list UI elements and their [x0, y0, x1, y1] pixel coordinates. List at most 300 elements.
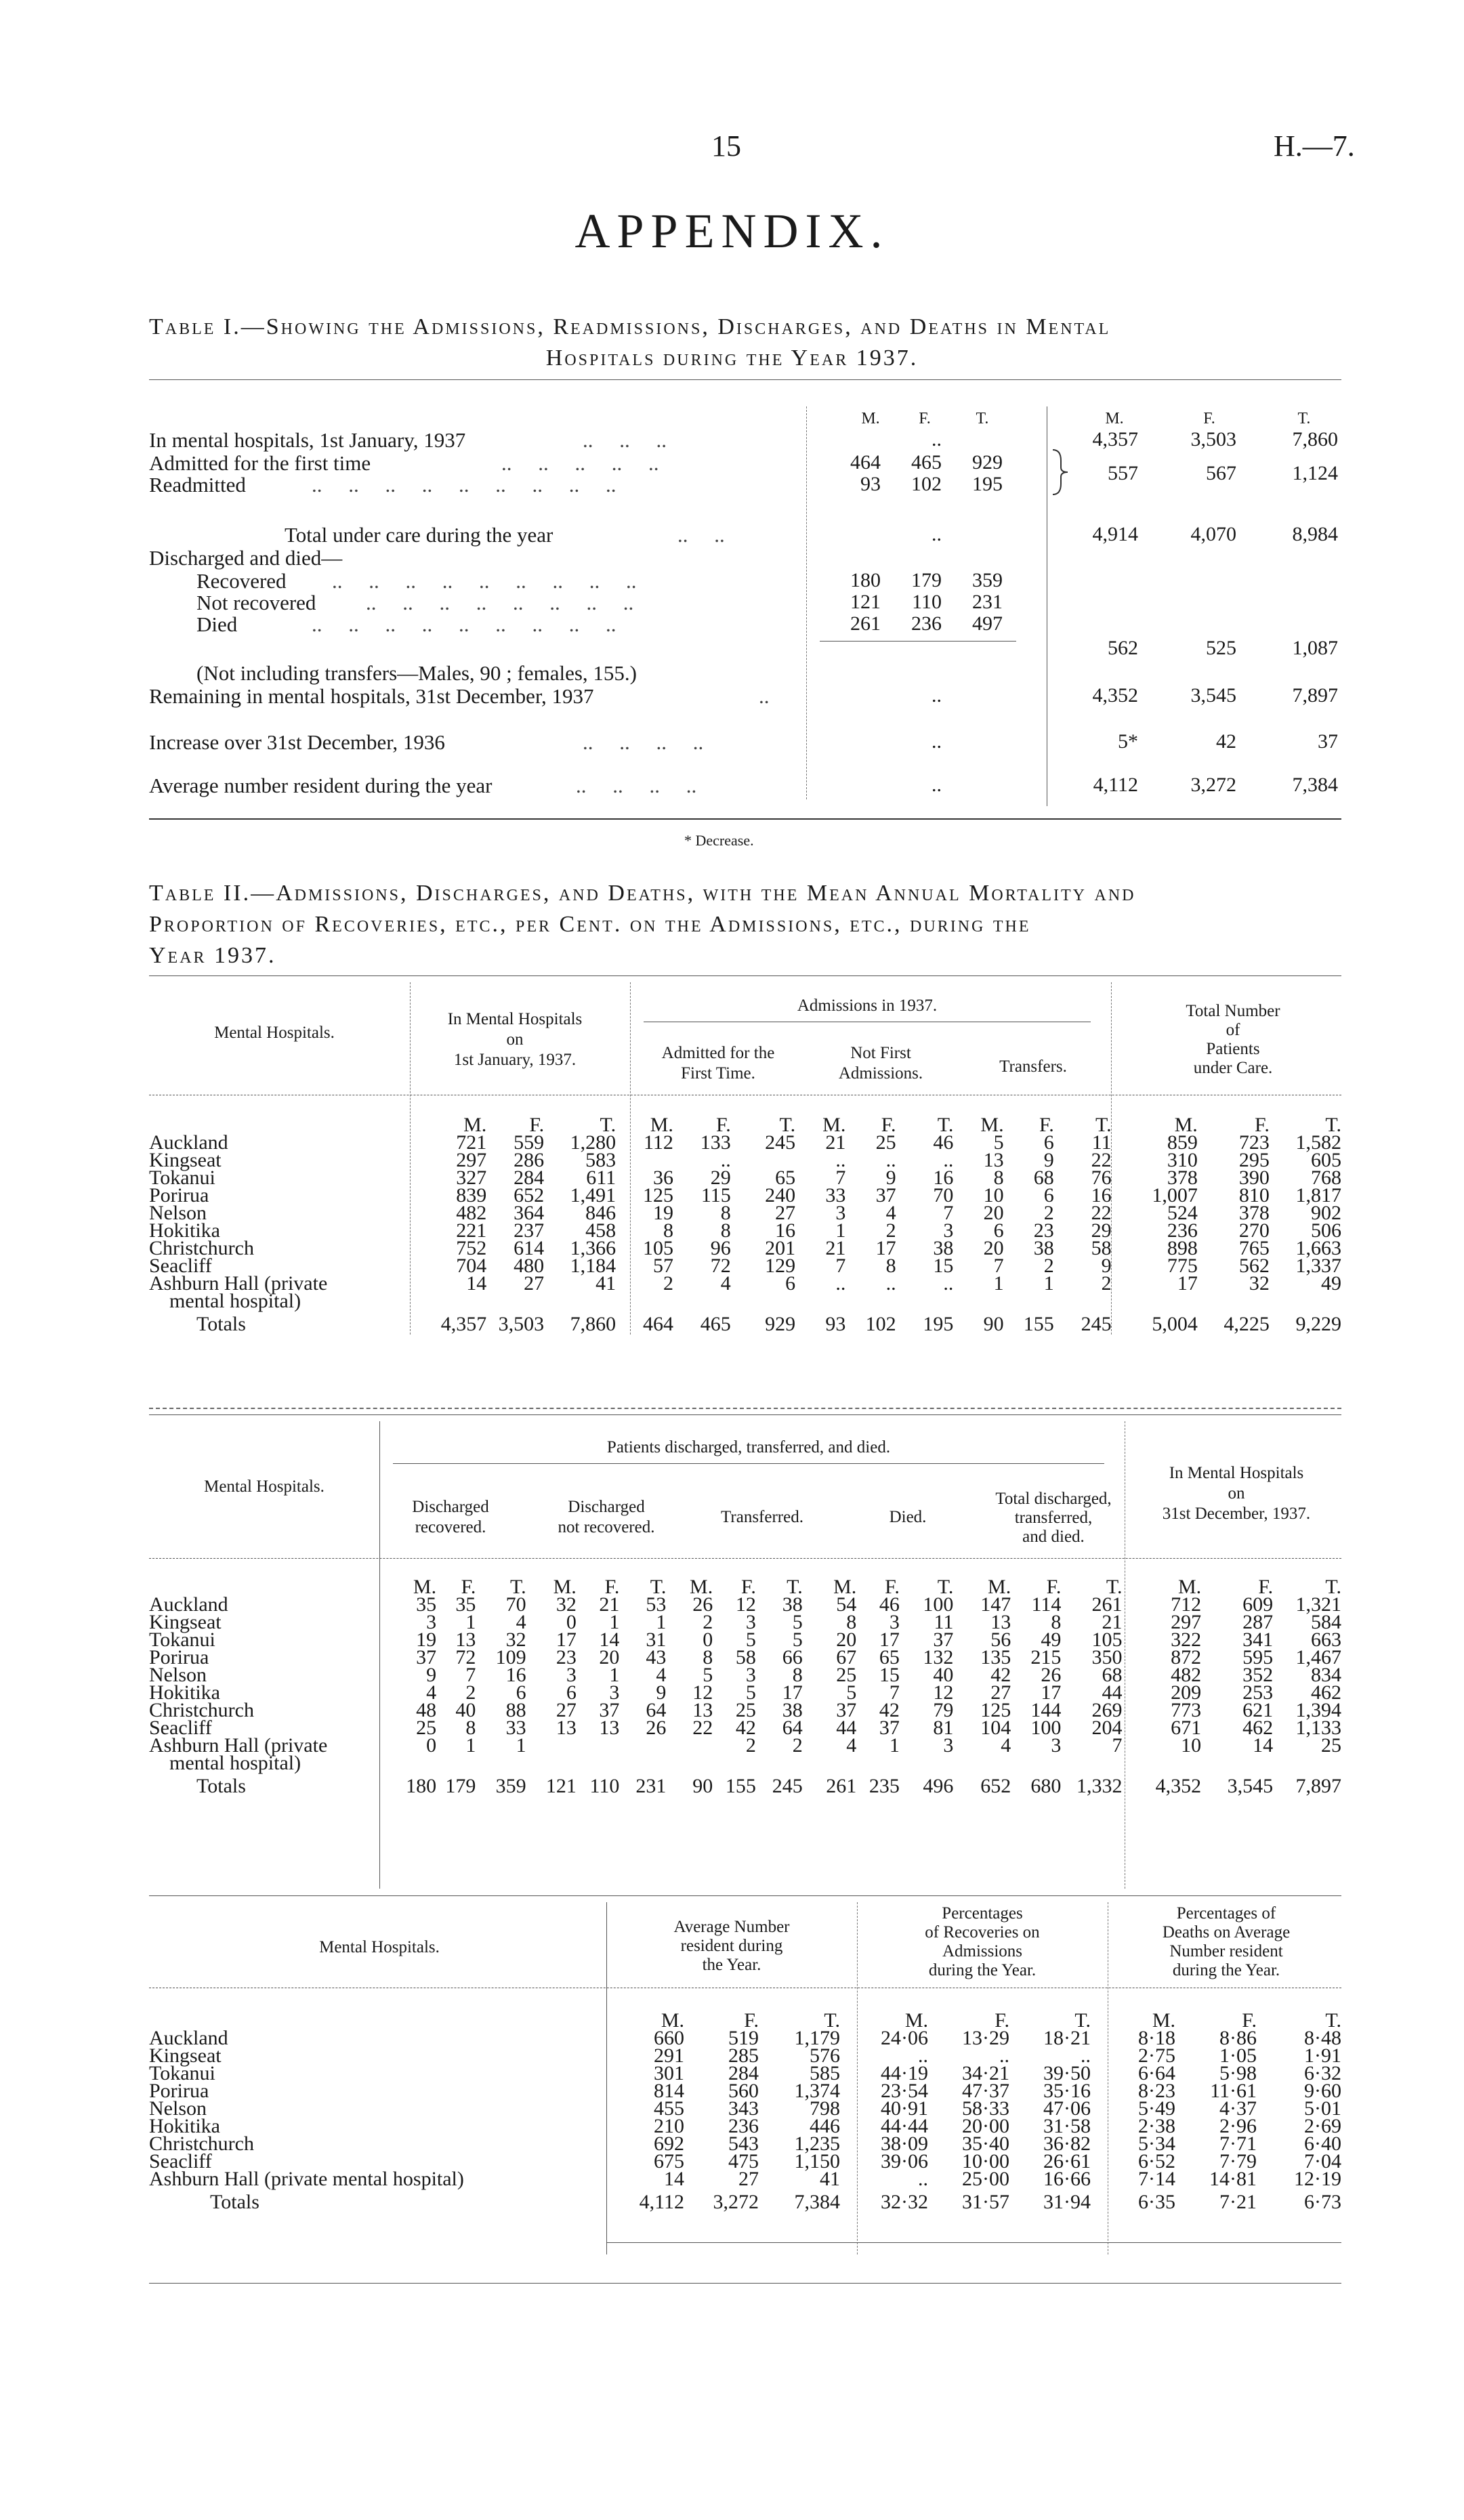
- t1-bottom-rule: [149, 818, 1341, 820]
- t2a-totals-cell: 4,225: [1224, 1313, 1270, 1335]
- t2b-cell: 13: [692, 1699, 713, 1721]
- t2b-cell: 2: [745, 1734, 756, 1757]
- t2a-hospital-name: Christchurch: [149, 1237, 254, 1259]
- t2a-table-row: [149, 1187, 1341, 1204]
- t2b-cell: 32: [556, 1593, 577, 1616]
- t2b-cell: 20: [836, 1629, 857, 1651]
- t2a-cell: 2: [1101, 1272, 1112, 1295]
- t2a-hospital-name: Tokanui: [149, 1167, 215, 1189]
- t2b-cell: 100: [923, 1593, 954, 1616]
- t2b-hospital-name: Porirua: [149, 1646, 209, 1668]
- t2b-tot-m-head: M.: [988, 1576, 1011, 1598]
- t2c-h-rec-3: Admissions: [942, 1942, 1023, 1960]
- t2b-cell: 4: [516, 1611, 526, 1633]
- t1-avg-f: 3,272: [1190, 774, 1236, 796]
- t2a-table-row: [149, 1222, 1341, 1240]
- t2c-cell: 41: [820, 2168, 840, 2190]
- t2a-nf-m-head: M.: [822, 1114, 846, 1136]
- t2a-cell: 1,337: [1295, 1255, 1341, 1277]
- t2b-cell: 253: [1242, 1681, 1274, 1704]
- t2c-cell: 2·38: [1138, 2115, 1175, 2137]
- t2a-totals-cell: 3,503: [498, 1313, 545, 1335]
- t2a-cell: 112: [644, 1131, 673, 1154]
- t2b-cell: 671: [1171, 1717, 1202, 1739]
- t1-remain-t: 7,897: [1292, 684, 1338, 707]
- t2b-cell: 297: [1171, 1611, 1202, 1633]
- t2a-table-row: [149, 1152, 1341, 1169]
- t2c-hospital-name: Christchurch: [149, 2133, 254, 2155]
- t2b-cell: 125: [980, 1699, 1011, 1721]
- t2c-cell: 798: [810, 2097, 840, 2120]
- t2b-h-top: Patients discharged, transferred, and died.: [606, 1438, 891, 1456]
- t1-row-notrec-label: Not recovered: [196, 591, 316, 614]
- t2c-cell: 560: [728, 2080, 759, 2102]
- t2b-cell: 58: [735, 1646, 756, 1668]
- t1-jan-f: 3,503: [1190, 428, 1236, 450]
- t2b-cell: 42: [735, 1717, 756, 1739]
- t2b-cell: 72: [455, 1646, 476, 1668]
- t2b-totals-cell: 90: [692, 1775, 713, 1797]
- t2c-cell: 11·61: [1210, 2080, 1257, 2102]
- t2b-cell: 1: [656, 1611, 667, 1633]
- t2a-cell: 8: [720, 1202, 731, 1224]
- t2a-cell: 297: [456, 1149, 487, 1171]
- t2c-cell: 44·19: [881, 2062, 928, 2084]
- t2a-cell: 23: [1033, 1219, 1054, 1242]
- t2b-cell: 67: [836, 1646, 857, 1668]
- t2b-tr-t-head: T.: [787, 1576, 803, 1598]
- t2a-mft-row: [149, 1116, 1341, 1134]
- t2b-tr-f-head: F.: [741, 1576, 756, 1598]
- t2b-cell: 5: [792, 1611, 803, 1633]
- t2c-cell: 8·48: [1304, 2027, 1341, 2049]
- table2c: [149, 2009, 1341, 2213]
- t2b-rec-f-head: F.: [461, 1576, 476, 1598]
- t2a-cell: 76: [1091, 1167, 1112, 1189]
- t2b-cell: 7: [889, 1681, 900, 1704]
- t2a-cell: ..: [943, 1272, 954, 1295]
- t2b-cell: 42: [990, 1664, 1011, 1686]
- t1-row-remain-label: Remaining in mental hospitals, 31st December, 1937: [149, 684, 594, 708]
- t2a-cell: 768: [1311, 1167, 1341, 1189]
- t2c-cell: 13·29: [962, 2027, 1009, 2049]
- t2b-cell: 26: [1041, 1664, 1062, 1686]
- t2a-tot-m-head: M.: [1174, 1114, 1198, 1136]
- t2c-cell: ..: [918, 2168, 928, 2190]
- t2b-cell: 35: [416, 1593, 437, 1616]
- t2a-totals-cell: 102: [865, 1313, 896, 1335]
- t2c-hospital-name: Kingseat: [149, 2044, 222, 2067]
- t1-first-t: 929: [972, 451, 1003, 474]
- t2a-cell: 458: [585, 1219, 616, 1242]
- t2c-cell: 44·44: [881, 2115, 928, 2137]
- t2c-cell: 20·00: [962, 2115, 1009, 2137]
- t2a-cell: 752: [456, 1237, 487, 1259]
- t2a-cell: 1,491: [570, 1184, 616, 1206]
- t2c-hospital-name: Nelson: [149, 2097, 207, 2120]
- t2b-cell: 482: [1171, 1664, 1202, 1686]
- t2b-cell: 3: [1051, 1734, 1062, 1757]
- t2a-totals-cell: 245: [1081, 1313, 1112, 1335]
- t2c-h-rec-2: of Recoveries on: [925, 1923, 1040, 1941]
- t2b-cell: 3: [566, 1664, 577, 1686]
- t2c-cell: 26·61: [1043, 2150, 1091, 2172]
- t2b-h-notrec-2: not recovered.: [558, 1518, 655, 1536]
- t2b-cell: 37: [599, 1699, 620, 1721]
- t2b-h-notrec-1: Discharged: [568, 1498, 645, 1516]
- t1-avg-m: 4,112: [1093, 774, 1138, 796]
- t2c-cell: 2·96: [1219, 2115, 1257, 2137]
- page-title: APPENDIX.: [574, 204, 890, 258]
- t1-remain-m: 4,352: [1092, 684, 1138, 707]
- t2b-cell: 4: [656, 1664, 667, 1686]
- t2b-cell: 3: [745, 1664, 756, 1686]
- t2b-cell: 10: [1181, 1734, 1202, 1757]
- t2a-h-transfers: Transfers.: [999, 1057, 1067, 1076]
- t2b-cell: 25: [735, 1699, 756, 1721]
- t2c-hospital-name: Auckland: [149, 2027, 228, 2049]
- t2b-cell: 19: [416, 1629, 437, 1651]
- t2b-cell: 48: [416, 1699, 437, 1721]
- t2c-h-death-2: Deaths on Average: [1162, 1923, 1291, 1941]
- t2b-cell: 64: [782, 1717, 803, 1739]
- t2c-cell: 40·91: [881, 2097, 928, 2120]
- t2b-cell: 17: [782, 1681, 803, 1704]
- t2b-cell: 1,394: [1295, 1699, 1341, 1721]
- t2c-cell: 210: [654, 2115, 684, 2137]
- t2c-cell: 35·16: [1043, 2080, 1091, 2102]
- t2a-cell: 9: [1043, 1149, 1054, 1171]
- t2b-totals-cell: 359: [495, 1775, 526, 1797]
- t2b-totals-row: [149, 1778, 1341, 1795]
- t2b-cell: 3: [889, 1611, 900, 1633]
- t2b-cell: 38: [782, 1593, 803, 1616]
- t2a-h-notfirst-1: Not First: [850, 1044, 911, 1062]
- t2a-cell: 1,663: [1295, 1237, 1341, 1259]
- t2c-hospital-name: Porirua: [149, 2080, 209, 2102]
- t2b-nr-t-head: T.: [650, 1576, 667, 1598]
- t2c-cell: ..: [918, 2044, 928, 2067]
- t2a-cell: 11: [1091, 1131, 1112, 1154]
- t2b-table-row: [149, 1719, 1341, 1737]
- t2a-cell: 1,184: [570, 1255, 616, 1277]
- t1-died-t: 497: [972, 612, 1003, 635]
- t2b-d-m-head: M.: [833, 1576, 857, 1598]
- t1-row-died-label: Died: [196, 612, 238, 636]
- t2b-hospital-name-cont: mental hospital): [169, 1752, 301, 1774]
- t2b-cell: 0: [426, 1734, 437, 1757]
- t2a-cell: 129: [765, 1255, 796, 1277]
- t2b-cell: 26: [692, 1593, 713, 1616]
- t2a-cell: 480: [514, 1255, 545, 1277]
- t2a-h-first-1: Admitted for the: [661, 1044, 775, 1062]
- t2b-cell: 1: [609, 1664, 620, 1686]
- t2b-cell: 872: [1171, 1646, 1202, 1668]
- t2b-cell: 104: [980, 1717, 1011, 1739]
- t2b-h-dec-2: on: [1228, 1484, 1245, 1503]
- t2b-cell: 462: [1242, 1717, 1274, 1739]
- t2a-table-row: [149, 1293, 1341, 1310]
- t2c-cell: 35·40: [962, 2133, 1009, 2155]
- t2a-cell: 65: [775, 1167, 796, 1189]
- t2c-cell: 1,179: [794, 2027, 840, 2049]
- t2b-cell: 13: [556, 1717, 577, 1739]
- t2c-cell: 6·52: [1138, 2150, 1175, 2172]
- t2a-cell: 236: [1167, 1219, 1198, 1242]
- t1-right-f: F.: [1203, 410, 1215, 427]
- t1-rec-m: 180: [850, 569, 881, 591]
- t2a-cell: 611: [586, 1167, 616, 1189]
- page-reference: H.—7.: [1274, 129, 1355, 163]
- t2c-cell: 36·82: [1043, 2133, 1091, 2155]
- t2c-cell: 1·05: [1219, 2044, 1257, 2067]
- t1-sum-rule: [820, 641, 1016, 642]
- t1-incr-f: 42: [1216, 730, 1236, 753]
- t2a-hospital-name: Ashburn Hall (private: [149, 1272, 328, 1295]
- t2b-cell: 37: [933, 1629, 954, 1651]
- t2b-cell: 9: [426, 1664, 437, 1686]
- t1-readm-f: 102: [911, 473, 942, 495]
- t2b-h-total-2: transferred,: [1014, 1509, 1093, 1527]
- t2c-cell: 284: [728, 2062, 759, 2084]
- t2b-table-row: [149, 1666, 1341, 1684]
- t2a-first-t-head: T.: [779, 1114, 796, 1136]
- t2b-cell: 352: [1242, 1664, 1274, 1686]
- t2b-table-row: [149, 1649, 1341, 1666]
- t2a-cell: 6: [1043, 1131, 1054, 1154]
- t2a-cell: ..: [835, 1272, 846, 1295]
- t2c-totals-label: Totals: [210, 2191, 259, 2213]
- t2c-d-f-head: F.: [1242, 2009, 1257, 2032]
- t2c-hospital-name: Ashburn Hall (private mental hospital): [149, 2168, 464, 2190]
- table1-top-rule: [149, 379, 1341, 380]
- t2a-cell: 284: [514, 1167, 545, 1189]
- t2a-cell: 839: [456, 1184, 487, 1206]
- t2a-cell: 240: [765, 1184, 796, 1206]
- t2b-totals-cell: 261: [826, 1775, 857, 1797]
- t2b-cell: 1: [516, 1734, 526, 1757]
- t2b-cell: 1: [465, 1611, 476, 1633]
- t2a-cell: 364: [514, 1202, 545, 1224]
- t2a-cell: 1,007: [1152, 1184, 1198, 1206]
- t2b-cell: 109: [495, 1646, 526, 1668]
- t2b-totals-cell: 496: [923, 1775, 954, 1797]
- t2b-cell: 2: [465, 1681, 476, 1704]
- t2a-cell: ..: [885, 1272, 896, 1295]
- t2c-cell: 455: [654, 2097, 684, 2120]
- t2c-cell: 38·09: [881, 2133, 928, 2155]
- t2a-cell: 22: [1091, 1202, 1112, 1224]
- t2b-cell: 38: [782, 1699, 803, 1721]
- t2a-cell: 16: [1091, 1184, 1112, 1206]
- t2c-rec-f-head: F.: [995, 2009, 1009, 2032]
- t2a-cell: 33: [825, 1184, 846, 1206]
- t2b-cell: 21: [599, 1593, 620, 1616]
- t2c-cell: 34·21: [962, 2062, 1009, 2084]
- t2c-cell: 4·37: [1219, 2097, 1257, 2120]
- t2a-cell: 57: [652, 1255, 673, 1277]
- t2a-cell: 859: [1167, 1131, 1198, 1154]
- t1-mid-m: M.: [861, 410, 880, 427]
- t2b-cell: 712: [1171, 1593, 1202, 1616]
- t2a-h-adm: Admissions in 1937.: [797, 996, 938, 1015]
- t2b-table-row: [149, 1755, 1341, 1772]
- t2a-tr-t-head: T.: [1095, 1114, 1112, 1136]
- t2b-cell: 209: [1171, 1681, 1202, 1704]
- t2a-tot-t-head: T.: [1325, 1114, 1341, 1136]
- t2a-cell: 115: [700, 1184, 731, 1206]
- t2c-cell: 475: [728, 2150, 759, 2172]
- t2a-jan-t-head: T.: [600, 1114, 616, 1136]
- t2b-d-f-head: F.: [885, 1576, 900, 1598]
- t2b-hospital-name: Tokanui: [149, 1629, 215, 1651]
- t2b-cell: 32: [505, 1629, 526, 1651]
- t1-mid-f: F.: [919, 410, 931, 427]
- t2b-cell: 1: [889, 1734, 900, 1757]
- t2a-totals-row: [149, 1316, 1341, 1333]
- t1-died-m: 261: [850, 612, 881, 635]
- t2b-cell: 25: [416, 1717, 437, 1739]
- t1-adm-f: 567: [1206, 462, 1236, 484]
- page-number: 15: [711, 129, 741, 163]
- t2b-cell: 43: [646, 1646, 667, 1668]
- t2a-cell: 721: [456, 1131, 487, 1154]
- t2b-cell: 2: [703, 1611, 713, 1633]
- t2c-cell: 39·50: [1043, 2062, 1091, 2084]
- t2a-cell: 96: [710, 1237, 731, 1259]
- t2a-totals-cell: 464: [642, 1313, 673, 1335]
- t2a-cell: 19: [652, 1202, 673, 1224]
- t2a-cell: 10: [983, 1184, 1004, 1206]
- table1-caption-line2: Hospitals during the Year 1937.: [545, 345, 919, 371]
- t2b-tr-m-head: M.: [690, 1576, 713, 1598]
- t1-readm-t: 195: [972, 473, 1003, 495]
- t2a-cell: 8: [885, 1255, 896, 1277]
- t2b-h-trans: Transferred.: [721, 1508, 803, 1526]
- t2a-cell: 295: [1238, 1149, 1270, 1171]
- t2b-dec-m-head: M.: [1177, 1576, 1202, 1598]
- t1-avg-t: 7,384: [1292, 774, 1338, 796]
- t2a-cell: 559: [514, 1131, 545, 1154]
- t2b-cell: 17: [879, 1629, 900, 1651]
- t2a-cell: 1,582: [1295, 1131, 1341, 1154]
- t1-avg-mid: ..: [932, 774, 942, 796]
- t2c-hospital-name: Hokitika: [149, 2115, 220, 2137]
- t2a-h-notfirst-2: Admissions.: [838, 1064, 923, 1083]
- t2b-h-rec-1: Discharged: [412, 1498, 489, 1516]
- t2b-cell: 215: [1030, 1646, 1062, 1668]
- t2a-first-f-head: F.: [715, 1114, 731, 1136]
- t2a-totals-cell: 4,357: [440, 1313, 487, 1335]
- t2b-d-t-head: T.: [937, 1576, 954, 1598]
- t2b-dec-f-head: F.: [1258, 1576, 1274, 1598]
- t2b-totals-cell: 4,352: [1155, 1775, 1202, 1797]
- t2a-cell: 3: [835, 1202, 846, 1224]
- t2c-cell: 58·33: [962, 2097, 1009, 2120]
- t2c-cell: 47·06: [1043, 2097, 1091, 2120]
- t2a-first-m-head: M.: [650, 1114, 673, 1136]
- t2b-totals-cell: 121: [545, 1775, 577, 1797]
- t2b-cell: 584: [1311, 1611, 1341, 1633]
- t2a-cell: 38: [1033, 1237, 1054, 1259]
- t2b-cell: [619, 1737, 666, 1755]
- t2b-cell: 56: [990, 1629, 1011, 1651]
- t2b-cell: 3: [426, 1611, 437, 1633]
- t2c-cell: 446: [810, 2115, 840, 2137]
- t2c-cell: 39·06: [881, 2150, 928, 2172]
- t2b-cell: 13: [455, 1629, 476, 1651]
- t2c-cell: 10·00: [962, 2150, 1009, 2172]
- t2a-jan-m-head: M.: [463, 1114, 487, 1136]
- t2a-cell: 5: [993, 1131, 1004, 1154]
- t2c-cell: 47·37: [962, 2080, 1009, 2102]
- t2a-cell: 27: [775, 1202, 796, 1224]
- t2b-totals-cell: 1,332: [1076, 1775, 1123, 1797]
- t2c-cell: 576: [810, 2044, 840, 2067]
- t2a-cell: 125: [642, 1184, 673, 1206]
- t2b-cell: 11: [934, 1611, 954, 1633]
- t2b-cell: 4: [846, 1734, 857, 1757]
- t1-disch-f: 525: [1206, 637, 1236, 659]
- t2b-cell: 23: [556, 1646, 577, 1668]
- t2c-cell: 6·64: [1138, 2062, 1175, 2084]
- t2a-cell: 390: [1238, 1167, 1270, 1189]
- t2c-cell: ..: [999, 2044, 1009, 2067]
- t2a-cell: 4: [720, 1272, 731, 1295]
- t2a-cell: 1,366: [570, 1237, 616, 1259]
- t2b-cell: 350: [1091, 1646, 1123, 1668]
- t2a-cell: 652: [514, 1184, 545, 1206]
- t2b-cell: 16: [505, 1664, 526, 1686]
- t2a-hospital-name: Kingseat: [149, 1149, 222, 1171]
- t2b-cell: 81: [933, 1717, 954, 1739]
- t2b-h-died: Died.: [889, 1508, 927, 1526]
- t2c-h-avg-1: Average Number: [673, 1918, 790, 1936]
- t2b-cell: 14: [1253, 1734, 1274, 1757]
- t2c-cell: 1,374: [794, 2080, 840, 2102]
- table2-caption-line1: Table II.—Admissions, Discharges, and Deaths, with the Mean Annual Mortality and: [149, 881, 1136, 906]
- t2b-cell: 8: [792, 1664, 803, 1686]
- t2c-rec-t-head: T.: [1074, 2009, 1091, 2032]
- t2a-cell: 17: [1177, 1272, 1198, 1295]
- t1-first-m: 464: [850, 451, 881, 474]
- t1-incr-t: 37: [1318, 730, 1338, 753]
- t1-brace: [1050, 448, 1070, 496]
- t2b-cell: 5: [846, 1681, 857, 1704]
- t2c-d-m-head: M.: [1152, 2009, 1175, 2032]
- t2b-cell: 17: [1041, 1681, 1062, 1704]
- t2c-cell: 16·66: [1043, 2168, 1091, 2190]
- t2c-cell: 18·21: [1043, 2027, 1091, 2049]
- t2c-cell: 6·40: [1304, 2133, 1341, 2155]
- t2c-avg-f-head: F.: [744, 2009, 759, 2032]
- t2b-cell: 204: [1091, 1717, 1123, 1739]
- t2b-cell: 5: [745, 1629, 756, 1651]
- t1-transfers-note: (Not including transfers—Males, 90 ; females, 155.): [196, 661, 637, 685]
- t1-footnote: * Decrease.: [684, 832, 754, 849]
- t2b-table-row: [149, 1737, 1341, 1755]
- t2b-cell: 8: [1051, 1611, 1062, 1633]
- t2b-cell: 6: [516, 1681, 526, 1704]
- t2b-hospital-name: Christchurch: [149, 1699, 254, 1721]
- t2a-cell: 2: [663, 1272, 673, 1295]
- t2b-cell: 42: [879, 1699, 900, 1721]
- t2a-cell: 68: [1033, 1167, 1054, 1189]
- t2b-cell: 8: [703, 1646, 713, 1668]
- t2b-cell: 1: [609, 1611, 620, 1633]
- t2b-cell: 79: [933, 1699, 954, 1721]
- t2a-cell: ..: [885, 1149, 896, 1171]
